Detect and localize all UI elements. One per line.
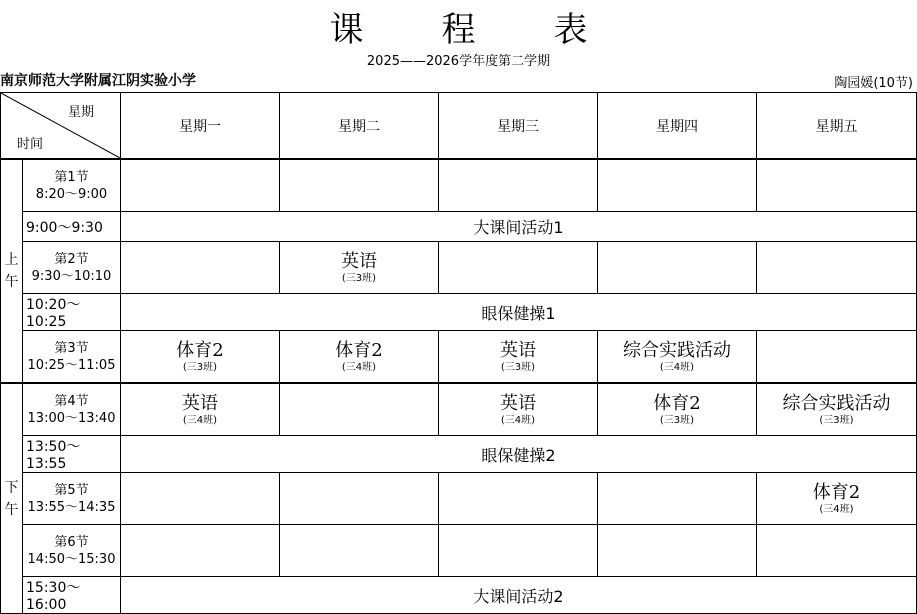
subject: 体育2 — [653, 392, 701, 414]
subject: 英语 — [182, 392, 218, 414]
class-name: (三4班) — [659, 361, 695, 373]
period-label: 第3节 10:25～11:05 — [23, 331, 121, 384]
break-activity: 眼保健操2 — [121, 436, 917, 473]
period-label: 第6节 14:50～15:30 — [23, 525, 121, 577]
lesson-cell — [121, 473, 280, 525]
lesson-cell — [280, 525, 439, 577]
class-name: (三3班) — [341, 272, 377, 284]
class-name: (三4班) — [182, 414, 218, 426]
lesson-cell — [757, 383, 917, 436]
lesson-cell — [598, 383, 757, 436]
break-activity: 大课间活动2 — [121, 577, 917, 614]
lesson-cell — [598, 242, 757, 294]
lesson-cell — [757, 525, 917, 577]
lesson-cell — [121, 159, 280, 212]
lesson-cell — [121, 242, 280, 294]
time-axis-label: 时间 — [17, 137, 44, 152]
subject: 体育2 — [335, 339, 383, 361]
class-name: (三3班) — [819, 414, 854, 426]
day-header: 星期一 — [121, 93, 280, 160]
weekday-axis-label: 星期 — [67, 105, 94, 120]
lesson-cell — [280, 383, 439, 436]
school-name: 南京师范大学附属江阴实验小学 — [0, 73, 196, 89]
period-label: 第2节 9:30～10:10 — [23, 242, 121, 294]
period-label: 第5节 13:55～14:35 — [23, 473, 121, 525]
lesson-cell — [280, 242, 439, 294]
subject: 英语 — [341, 250, 377, 272]
lesson-cell — [121, 331, 280, 384]
lesson-cell — [757, 473, 917, 525]
break-activity: 眼保健操1 — [121, 294, 917, 331]
lesson-cell — [439, 525, 598, 577]
lesson-cell — [439, 242, 598, 294]
day-header: 星期三 — [439, 93, 598, 160]
lesson-cell — [757, 159, 917, 212]
page-title: 课程表 — [329, 10, 666, 50]
break-activity: 大课间活动1 — [121, 212, 917, 242]
lesson-cell — [598, 473, 757, 525]
subject: 体育2 — [812, 481, 861, 503]
period-label: 第1节 8:20～9:00 — [23, 159, 121, 212]
subject: 综合实践活动 — [623, 339, 731, 361]
class-name: (三3班) — [500, 361, 536, 373]
lesson-cell — [280, 159, 439, 212]
break-time: 10:20～10:25 — [23, 294, 121, 331]
day-header: 星期四 — [598, 93, 757, 160]
lesson-cell — [280, 473, 439, 525]
class-name: (三4班) — [341, 361, 377, 373]
term-subtitle: 2025——2026学年度第二学期 — [366, 54, 551, 69]
subject: 英语 — [500, 392, 536, 414]
class-name: (三3班) — [182, 361, 218, 373]
lesson-cell — [121, 383, 280, 436]
corner-cell — [1, 93, 121, 160]
teacher-name: 陶园媛(10节) — [834, 76, 913, 91]
day-header: 星期二 — [280, 93, 439, 160]
lesson-cell — [757, 242, 917, 294]
subject: 英语 — [500, 339, 536, 361]
lesson-cell — [439, 383, 598, 436]
timetable — [0, 92, 917, 614]
break-time: 15:30～16:00 — [23, 577, 121, 614]
subject: 体育2 — [176, 339, 224, 361]
lesson-cell — [121, 525, 280, 577]
class-name: (三3班) — [659, 414, 695, 426]
class-name: (三4班) — [819, 503, 854, 515]
day-header: 星期五 — [757, 93, 917, 160]
lesson-cell — [757, 331, 917, 384]
class-name: (三4班) — [500, 414, 536, 426]
lesson-cell — [439, 331, 598, 384]
lesson-cell — [598, 331, 757, 384]
break-time: 9:00～9:30 — [23, 212, 121, 242]
lesson-cell — [598, 525, 757, 577]
lesson-cell — [598, 159, 757, 212]
subject: 综合实践活动 — [782, 392, 891, 414]
lesson-cell — [439, 473, 598, 525]
morning-label: 上 午 — [1, 159, 23, 383]
period-label: 第4节 13:00～13:40 — [23, 383, 121, 436]
afternoon-label: 下 午 — [1, 383, 23, 614]
lesson-cell — [280, 331, 439, 384]
lesson-cell — [439, 159, 598, 212]
break-time: 13:50～13:55 — [23, 436, 121, 473]
